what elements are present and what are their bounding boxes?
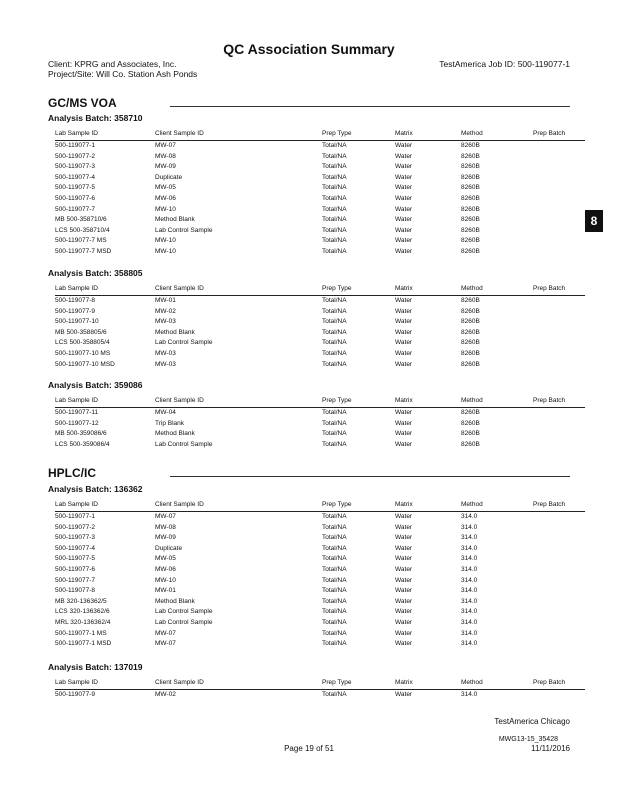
- lab-sample-id-cell: 500-119077-2: [55, 152, 95, 160]
- column-header-prep-batch: Prep Batch: [533, 501, 566, 508]
- matrix-cell: Water: [395, 142, 413, 149]
- matrix-cell: Water: [395, 216, 413, 224]
- client-sample-id-cell: MW-02: [155, 307, 176, 315]
- column-header-prep-type: Prep Type: [322, 501, 352, 508]
- prep-type-cell: Total/NA: [322, 513, 347, 520]
- method-cell: 8260B: [461, 297, 480, 304]
- lab-sample-id-cell: MB 320-136362/5: [55, 597, 107, 605]
- table-row: [55, 163, 585, 174]
- client-sample-id-cell: MW-02: [155, 691, 176, 698]
- lab-sample-id-cell: MB 500-358805/6: [55, 328, 107, 336]
- column-header-prep-type: Prep Type: [322, 397, 352, 404]
- lab-sample-id-cell: 500-119077-7: [55, 576, 95, 584]
- client-sample-id-cell: MW-05: [155, 184, 176, 192]
- table-row: [55, 513, 585, 524]
- page-title: QC Association Summary: [223, 41, 395, 57]
- lab-sample-id-cell: LCS 500-358805/4: [55, 339, 110, 347]
- lab-sample-id-cell: 500-119077-9: [55, 691, 95, 698]
- column-header-matrix: Matrix: [395, 130, 413, 137]
- prep-type-cell: Total/NA: [322, 523, 347, 531]
- column-header-method: Method: [461, 130, 483, 137]
- section-rule: [170, 106, 570, 107]
- client-sample-id-cell: Lab Control Sample: [155, 608, 213, 616]
- method-cell: 314.0: [461, 640, 478, 648]
- client-sample-id-cell: Method Blank: [155, 328, 195, 336]
- prep-type-cell: Total/NA: [322, 195, 347, 202]
- prep-type-cell: Total/NA: [322, 544, 347, 552]
- footer-date: 11/11/2016: [531, 744, 570, 753]
- prep-type-cell: Total/NA: [322, 409, 347, 416]
- column-header-client-sample-id: Client Sample ID: [155, 285, 204, 292]
- column-header-prep-batch: Prep Batch: [533, 397, 566, 404]
- lab-sample-id-cell: 500-119077-6: [55, 566, 95, 573]
- table-header-row: [55, 501, 585, 512]
- column-header-method: Method: [461, 285, 483, 292]
- column-header-prep-type: Prep Type: [322, 679, 352, 686]
- client-sample-id-cell: MW-10: [155, 576, 176, 584]
- matrix-cell: Water: [395, 328, 413, 336]
- prep-type-cell: Total/NA: [322, 350, 347, 357]
- method-cell: 8260B: [461, 419, 480, 427]
- method-cell: 8260B: [461, 248, 480, 255]
- client-sample-id-cell: MW-04: [155, 409, 176, 416]
- table-header-row: [55, 397, 585, 408]
- table-row: [55, 630, 585, 641]
- table-row: [55, 420, 585, 431]
- lab-sample-id-cell: 500-119077-1: [55, 513, 95, 520]
- matrix-cell: Water: [395, 152, 413, 160]
- column-header-matrix: Matrix: [395, 397, 413, 404]
- client-sample-id-cell: MW-09: [155, 534, 176, 542]
- matrix-cell: Water: [395, 629, 413, 637]
- client-sample-id-cell: MW-08: [155, 523, 176, 531]
- table-row: [55, 566, 585, 577]
- client-sample-id-cell: MW-06: [155, 195, 176, 202]
- table-row: [55, 227, 585, 238]
- batch-label: Analysis Batch: 358710: [48, 113, 143, 123]
- lab-sample-id-cell: 500-119077-6: [55, 195, 95, 202]
- method-cell: 314.0: [461, 587, 478, 595]
- matrix-cell: Water: [395, 691, 413, 698]
- prep-type-cell: Total/NA: [322, 184, 347, 192]
- method-cell: 8260B: [461, 350, 480, 357]
- lab-sample-id-cell: 500-119077-1 MS: [55, 629, 107, 637]
- table-row: [55, 308, 585, 319]
- table-row: [55, 619, 585, 630]
- prep-type-cell: Total/NA: [322, 597, 347, 605]
- client-sample-id-cell: Method Blank: [155, 216, 195, 224]
- lab-sample-id-cell: 500-119077-12: [55, 419, 99, 427]
- lab-sample-id-cell: 500-119077-2: [55, 523, 95, 531]
- prep-type-cell: Total/NA: [322, 360, 347, 368]
- lab-sample-id-cell: 500-119077-7: [55, 205, 95, 213]
- client-sample-id-cell: MW-07: [155, 640, 176, 648]
- lab-sample-id-cell: 500-119077-10 MS: [55, 350, 111, 357]
- column-header-method: Method: [461, 501, 483, 508]
- client-sample-id-cell: MW-03: [155, 318, 176, 326]
- prep-type-cell: Total/NA: [322, 142, 347, 149]
- lab-sample-id-cell: 500-119077-5: [55, 184, 95, 192]
- column-header-prep-batch: Prep Batch: [533, 285, 566, 292]
- footer-page-number: Page 19 of 51: [284, 744, 334, 753]
- client-sample-id-cell: MW-07: [155, 629, 176, 637]
- prep-type-cell: Total/NA: [322, 691, 347, 698]
- matrix-cell: Water: [395, 534, 413, 542]
- lab-sample-id-cell: 500-119077-9: [55, 307, 95, 315]
- batch-label: Analysis Batch: 359086: [48, 380, 143, 390]
- table-row: [55, 587, 585, 598]
- client-sample-id-cell: Trip Blank: [155, 419, 185, 427]
- column-header-matrix: Matrix: [395, 501, 413, 508]
- column-header-matrix: Matrix: [395, 679, 413, 686]
- table-header-row: [55, 679, 585, 690]
- method-cell: 8260B: [461, 339, 480, 347]
- method-cell: 8260B: [461, 216, 480, 224]
- method-cell: 8260B: [461, 328, 480, 336]
- method-cell: 314.0: [461, 513, 478, 520]
- column-header-lab-sample-id: Lab Sample ID: [55, 397, 98, 404]
- table-row: [55, 318, 585, 329]
- prep-type-cell: Total/NA: [322, 430, 347, 438]
- table-row: [55, 577, 585, 588]
- column-header-method: Method: [461, 679, 483, 686]
- prep-type-cell: Total/NA: [322, 640, 347, 648]
- matrix-cell: Water: [395, 513, 413, 520]
- prep-type-cell: Total/NA: [322, 576, 347, 584]
- method-cell: 314.0: [461, 544, 478, 552]
- method-cell: 8260B: [461, 173, 480, 181]
- client-sample-id-cell: Duplicate: [155, 544, 183, 552]
- prep-type-cell: Total/NA: [322, 587, 347, 595]
- lab-sample-id-cell: LCS 500-359086/4: [55, 440, 110, 448]
- lab-sample-id-cell: LCS 500-358710/4: [55, 226, 110, 234]
- matrix-cell: Water: [395, 318, 413, 326]
- column-header-client-sample-id: Client Sample ID: [155, 501, 204, 508]
- method-cell: 8260B: [461, 205, 480, 213]
- table-row: [55, 640, 585, 651]
- table-header-row: [55, 285, 585, 296]
- lab-sample-id-cell: 500-119077-7 MSD: [55, 248, 112, 255]
- column-header-matrix: Matrix: [395, 285, 413, 292]
- method-cell: 314.0: [461, 555, 478, 563]
- lab-sample-id-cell: 500-119077-8: [55, 297, 95, 304]
- table-row: [55, 174, 585, 185]
- client-sample-id-cell: MW-08: [155, 152, 176, 160]
- client-sample-id-cell: Method Blank: [155, 430, 195, 438]
- matrix-cell: Water: [395, 587, 413, 595]
- column-header-prep-batch: Prep Batch: [533, 130, 566, 137]
- method-cell: 314.0: [461, 608, 478, 616]
- matrix-cell: Water: [395, 297, 413, 304]
- prep-type-cell: Total/NA: [322, 248, 347, 255]
- matrix-cell: Water: [395, 307, 413, 315]
- matrix-cell: Water: [395, 430, 413, 438]
- table-row: [55, 248, 585, 259]
- table-row: [55, 216, 585, 227]
- prep-type-cell: Total/NA: [322, 534, 347, 542]
- method-cell: 8260B: [461, 184, 480, 192]
- table-row: [55, 441, 585, 452]
- client-sample-id-cell: MW-05: [155, 555, 176, 563]
- column-header-lab-sample-id: Lab Sample ID: [55, 501, 98, 508]
- method-cell: 314.0: [461, 576, 478, 584]
- client-sample-id-cell: Method Blank: [155, 597, 195, 605]
- section-title: GC/MS VOA: [48, 96, 117, 110]
- table-row: [55, 206, 585, 217]
- method-cell: 314.0: [461, 566, 478, 573]
- prep-type-cell: Total/NA: [322, 152, 347, 160]
- matrix-cell: Water: [395, 184, 413, 192]
- method-cell: 8260B: [461, 226, 480, 234]
- client-sample-id-cell: Lab Control Sample: [155, 226, 213, 234]
- column-header-prep-type: Prep Type: [322, 285, 352, 292]
- method-cell: 8260B: [461, 360, 480, 368]
- matrix-cell: Water: [395, 619, 413, 626]
- table-row: [55, 545, 585, 556]
- prep-type-cell: Total/NA: [322, 205, 347, 213]
- matrix-cell: Water: [395, 576, 413, 584]
- matrix-cell: Water: [395, 163, 413, 171]
- batch-label: Analysis Batch: 136362: [48, 484, 143, 494]
- client-sample-id-cell: MW-06: [155, 566, 176, 573]
- table-row: [55, 555, 585, 566]
- method-cell: 314.0: [461, 691, 478, 698]
- lab-sample-id-cell: 500-119077-3: [55, 163, 95, 171]
- matrix-cell: Water: [395, 226, 413, 234]
- table-row: [55, 430, 585, 441]
- prep-type-cell: Total/NA: [322, 226, 347, 234]
- method-cell: 314.0: [461, 523, 478, 531]
- table-row: [55, 237, 585, 248]
- matrix-cell: Water: [395, 597, 413, 605]
- column-header-client-sample-id: Client Sample ID: [155, 679, 204, 686]
- table-row: [55, 598, 585, 609]
- client-sample-id-cell: MW-03: [155, 360, 176, 368]
- method-cell: 8260B: [461, 430, 480, 438]
- table-row: [55, 534, 585, 545]
- column-header-lab-sample-id: Lab Sample ID: [55, 679, 98, 686]
- method-cell: 8260B: [461, 307, 480, 315]
- table-row: [55, 142, 585, 153]
- section-title: HPLC/IC: [48, 466, 96, 480]
- prep-type-cell: Total/NA: [322, 307, 347, 315]
- project-site: Project/Site: Will Co. Station Ash Ponds: [48, 69, 198, 79]
- section-rule: [170, 476, 570, 477]
- lab-sample-id-cell: 500-119077-4: [55, 544, 95, 552]
- prep-type-cell: Total/NA: [322, 328, 347, 336]
- table-row: [55, 524, 585, 535]
- client-sample-id-cell: MW-09: [155, 163, 176, 171]
- lab-sample-id-cell: 500-119077-8: [55, 587, 95, 595]
- prep-type-cell: Total/NA: [322, 619, 347, 626]
- client-name: Client: KPRG and Associates, Inc.: [48, 59, 177, 69]
- client-sample-id-cell: Lab Control Sample: [155, 339, 213, 347]
- client-sample-id-cell: Lab Control Sample: [155, 619, 213, 626]
- method-cell: 314.0: [461, 619, 478, 626]
- matrix-cell: Water: [395, 205, 413, 213]
- method-cell: 8260B: [461, 163, 480, 171]
- prep-type-cell: Total/NA: [322, 216, 347, 224]
- column-header-prep-type: Prep Type: [322, 130, 352, 137]
- method-cell: 314.0: [461, 629, 478, 637]
- method-cell: 8260B: [461, 318, 480, 326]
- matrix-cell: Water: [395, 339, 413, 347]
- table-row: [55, 329, 585, 340]
- matrix-cell: Water: [395, 566, 413, 573]
- lab-sample-id-cell: 500-119077-10 MSD: [55, 360, 115, 368]
- method-cell: 8260B: [461, 142, 480, 149]
- table-row: [55, 350, 585, 361]
- lab-sample-id-cell: 500-119077-7 MS: [55, 237, 107, 245]
- lab-sample-id-cell: LCS 320-136362/6: [55, 608, 110, 616]
- lab-sample-id-cell: 500-119077-4: [55, 173, 95, 181]
- table-row: [55, 608, 585, 619]
- matrix-cell: Water: [395, 440, 413, 448]
- batch-label: Analysis Batch: 358805: [48, 268, 143, 278]
- section-tab-marker: 8: [585, 210, 603, 232]
- table-header-row: [55, 130, 585, 141]
- client-sample-id-cell: MW-10: [155, 237, 176, 245]
- lab-sample-id-cell: 500-119077-10: [55, 318, 99, 326]
- table-row: [55, 339, 585, 350]
- method-cell: 8260B: [461, 440, 480, 448]
- table-row: [55, 184, 585, 195]
- prep-type-cell: Total/NA: [322, 163, 347, 171]
- method-cell: 8260B: [461, 237, 480, 245]
- matrix-cell: Water: [395, 173, 413, 181]
- client-sample-id-cell: MW-01: [155, 587, 176, 595]
- client-sample-id-cell: MW-10: [155, 205, 176, 213]
- matrix-cell: Water: [395, 544, 413, 552]
- matrix-cell: Water: [395, 523, 413, 531]
- client-sample-id-cell: MW-07: [155, 142, 176, 149]
- client-sample-id-cell: MW-03: [155, 350, 176, 357]
- prep-type-cell: Total/NA: [322, 237, 347, 245]
- method-cell: 314.0: [461, 534, 478, 542]
- client-sample-id-cell: MW-01: [155, 297, 176, 304]
- column-header-method: Method: [461, 397, 483, 404]
- job-id: TestAmerica Job ID: 500-119077-1: [439, 59, 570, 69]
- table-row: [55, 361, 585, 372]
- table-row: [55, 691, 585, 702]
- batch-label: Analysis Batch: 137019: [48, 662, 143, 672]
- prep-type-cell: Total/NA: [322, 173, 347, 181]
- lab-sample-id-cell: 500-119077-5: [55, 555, 95, 563]
- prep-type-cell: Total/NA: [322, 339, 347, 347]
- matrix-cell: Water: [395, 248, 413, 255]
- prep-type-cell: Total/NA: [322, 440, 347, 448]
- footer-company: TestAmerica Chicago: [494, 717, 570, 726]
- matrix-cell: Water: [395, 237, 413, 245]
- client-sample-id-cell: Lab Control Sample: [155, 440, 213, 448]
- column-header-prep-batch: Prep Batch: [533, 679, 566, 686]
- prep-type-cell: Total/NA: [322, 555, 347, 563]
- column-header-lab-sample-id: Lab Sample ID: [55, 285, 98, 292]
- matrix-cell: Water: [395, 555, 413, 563]
- matrix-cell: Water: [395, 195, 413, 202]
- matrix-cell: Water: [395, 640, 413, 648]
- matrix-cell: Water: [395, 350, 413, 357]
- matrix-cell: Water: [395, 419, 413, 427]
- matrix-cell: Water: [395, 360, 413, 368]
- lab-sample-id-cell: 500-119077-11: [55, 409, 99, 416]
- matrix-cell: Water: [395, 409, 413, 416]
- table-row: [55, 409, 585, 420]
- table-row: [55, 195, 585, 206]
- lab-sample-id-cell: 500-119077-1 MSD: [55, 640, 112, 648]
- method-cell: 314.0: [461, 597, 478, 605]
- lab-sample-id-cell: MRL 320-136362/4: [55, 619, 111, 626]
- matrix-cell: Water: [395, 608, 413, 616]
- prep-type-cell: Total/NA: [322, 419, 347, 427]
- method-cell: 8260B: [461, 409, 480, 416]
- prep-type-cell: Total/NA: [322, 566, 347, 573]
- prep-type-cell: Total/NA: [322, 629, 347, 637]
- lab-sample-id-cell: 500-119077-1: [55, 142, 95, 149]
- lab-sample-id-cell: MB 500-359086/6: [55, 430, 107, 438]
- lab-sample-id-cell: 500-119077-3: [55, 534, 95, 542]
- client-sample-id-cell: Duplicate: [155, 173, 183, 181]
- footer-doc-id: MWG13-15_35428: [498, 736, 558, 743]
- prep-type-cell: Total/NA: [322, 297, 347, 304]
- prep-type-cell: Total/NA: [322, 318, 347, 326]
- table-row: [55, 297, 585, 308]
- method-cell: 8260B: [461, 195, 480, 202]
- prep-type-cell: Total/NA: [322, 608, 347, 616]
- table-row: [55, 153, 585, 164]
- method-cell: 8260B: [461, 152, 480, 160]
- column-header-client-sample-id: Client Sample ID: [155, 397, 204, 404]
- column-header-lab-sample-id: Lab Sample ID: [55, 130, 98, 137]
- client-sample-id-cell: MW-07: [155, 513, 176, 520]
- column-header-client-sample-id: Client Sample ID: [155, 130, 204, 137]
- lab-sample-id-cell: MB 500-358710/6: [55, 216, 107, 224]
- client-sample-id-cell: MW-10: [155, 248, 176, 255]
